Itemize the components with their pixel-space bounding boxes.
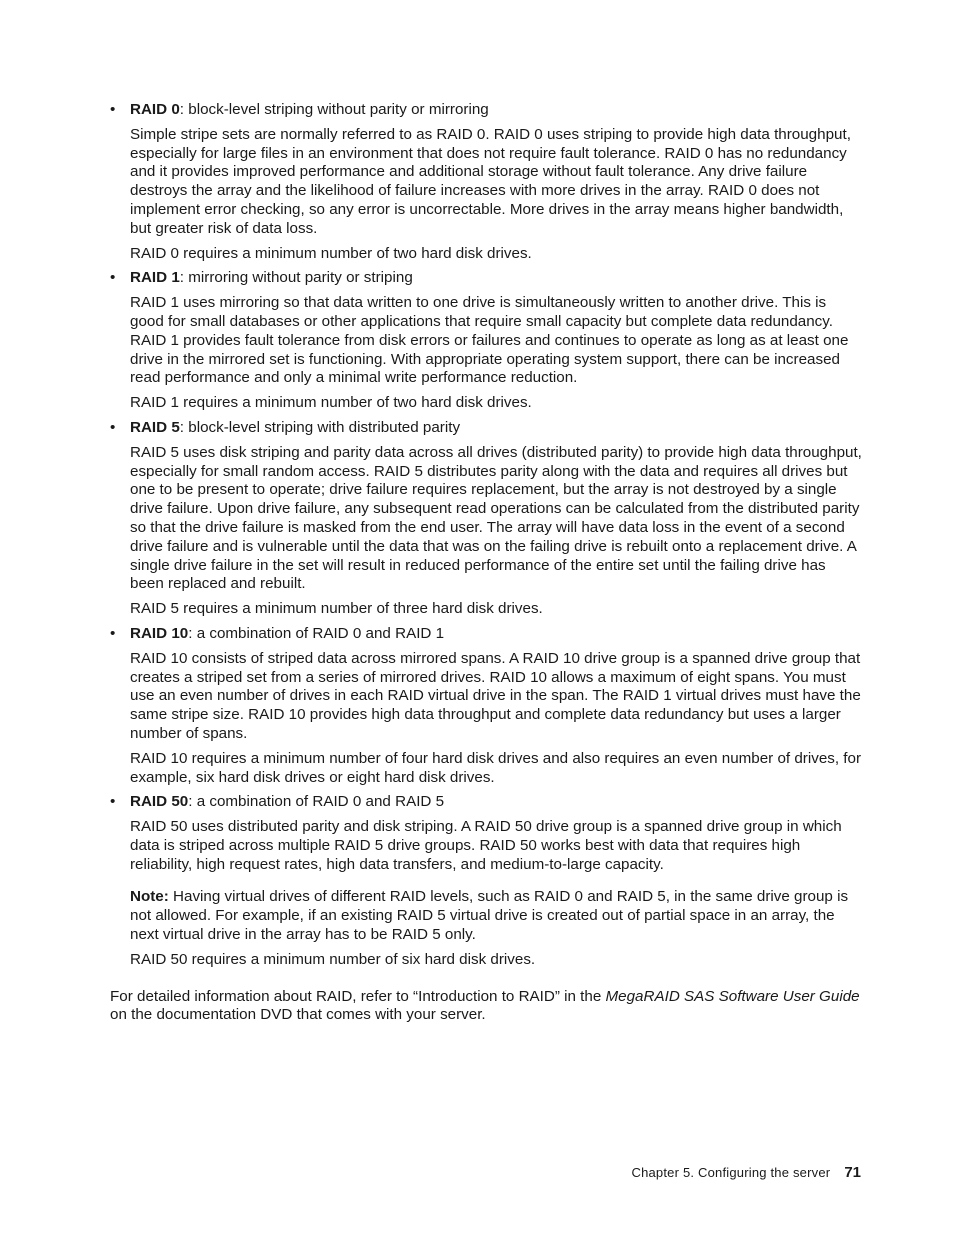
page-number: 71 [844,1164,861,1181]
chapter-title: Chapter 5. Configuring the server [631,1165,831,1180]
page-footer [631,1164,861,1182]
paragraph: RAID 10 requires a minimum number of four hard disk drives and also requires an even number of drives, for example, six hard disk drives or eight hard disk drives. [130,749,862,786]
guide-title: MegaRAID SAS Software User Guide [605,987,860,1005]
paragraph: Simple stripe sets are normally referred to as RAID 0. RAID 0 uses striping to provide high data throughput, especially for large files in an environment that does not require fault tolerance. RAID 0 has no redundancy and it provides improved performance and additional storage without fault tolerance. Any drive failure destroys the array and the likelihood of failure increases with more drives in the array. RAID 0 does not implement error checking, so any error is uncorrectable. More drives in the array means higher bandwidth, but greater risk of data loss. [130,125,851,237]
paragraph: RAID 1 requires a minimum number of two hard disk drives. [130,394,532,412]
bullet: • [110,269,116,287]
item-heading: RAID 10: a combination of RAID 0 and RAID 1 [130,624,445,642]
bullet: • [110,793,116,811]
raid-description: a combination of RAID 0 and RAID 1 [196,624,445,642]
bullet: • [110,624,116,642]
raid-description: a combination of RAID 0 and RAID 5 [196,793,445,811]
bullet: • [110,418,116,436]
raid-term: RAID 5 [130,418,180,436]
note-text: Having virtual drives of different RAID levels, such as RAID 0 and RAID 5, in the same drive group is not allowed. For example, if an existing RAID 5 virtual drive is created out of partial space in an array, the next virtual drive in the array has to be RAID 5 only. [130,888,849,944]
item-heading: RAID 50: a combination of RAID 0 and RAID 5 [130,793,445,811]
paragraph: RAID 0 requires a minimum number of two hard disk drives. [130,244,532,262]
paragraph: RAID 50 uses distributed parity and disk striping. A RAID 50 drive group is a spanned drive group in which data is striped across multiple RAID 5 drive groups. RAID 50 works best with data that requires high reliability, high request rates, high data transfers, and medium-to-large capacity. [130,818,842,873]
page-content [110,101,862,1025]
bullet: • [110,101,116,118]
note [130,888,862,944]
raid-term: RAID 0 [130,101,180,118]
item-heading: RAID 1: mirroring without parity or striping [130,269,413,287]
raid-term: RAID 1 [130,269,180,287]
paragraph: RAID 10 consists of striped data across mirrored spans. A RAID 10 drive group is a spanned drive group that creates a striped set from a series of mirrored drives. RAID 10 allows a maximum of eight spans. You must use an even number of drives in each RAID virtual drive in the span. The RAID 1 virtual drives must have the same stripe size. RAID 10 provides high data throughput and complete data redundancy but uses a larger number of spans. [130,649,861,742]
paragraph: RAID 1 uses mirroring so that data written to one drive is simultaneously written to another drive. This is good for small databases or other applications that require small capacity but complete data redundancy. RAID 1 provides fault tolerance from disk errors or failures and continues to operate as long as at least one drive in the mirrored set is functioning. With appropriate operating system support, there can be increased read performance and only a minimal write performance reduction. [130,294,849,387]
paragraph: RAID 5 uses disk striping and parity data across all drives (distributed parity) to provide high data throughput, especially for small random access. RAID 5 distributes parity along with the data and requires all drives but one to be present to operate; drive failure requires replacement, but the array is not destroyed by a single drive failure. Upon drive failure, any subsequent read operations can be calculated from the distributed parity so that the drive failure is masked from the end user. The array will have data loss in the event of a second drive failure and is vulnerable until the data that was on the failing drive is rebuilt onto a replacement drive. A single drive failure in the set will result in reduced performance of the entire set until the failing drive has been replaced and rebuilt. [130,443,862,593]
raid-description: mirroring without parity or striping [188,269,413,287]
item-heading: RAID 0: block-level striping without parity or mirroring [130,101,489,118]
list-item-raid-0 [110,101,862,263]
raid-description: block-level striping with distributed parity [188,418,461,436]
list-item-raid-5 [110,419,862,619]
closing-text-post: on the documentation DVD that comes with your server. [110,1006,486,1024]
note-label: Note: [130,888,169,906]
list-item-raid-10 [110,625,862,787]
raid-description: block-level striping without parity or mirroring [188,101,489,118]
list-item-raid-1 [110,269,862,413]
raid-term: RAID 50 [130,793,189,811]
paragraph: RAID 50 requires a minimum number of six hard disk drives. [130,950,536,968]
item-heading: RAID 5: block-level striping with distributed parity [130,418,461,436]
list-item-raid-50 [110,793,862,969]
closing-paragraph [110,988,862,1026]
raid-term: RAID 10 [130,624,189,642]
paragraph: RAID 5 requires a minimum number of three hard disk drives. [130,600,543,618]
closing-text-pre: For detailed information about RAID, refer to “Introduction to RAID” in the [110,987,606,1005]
